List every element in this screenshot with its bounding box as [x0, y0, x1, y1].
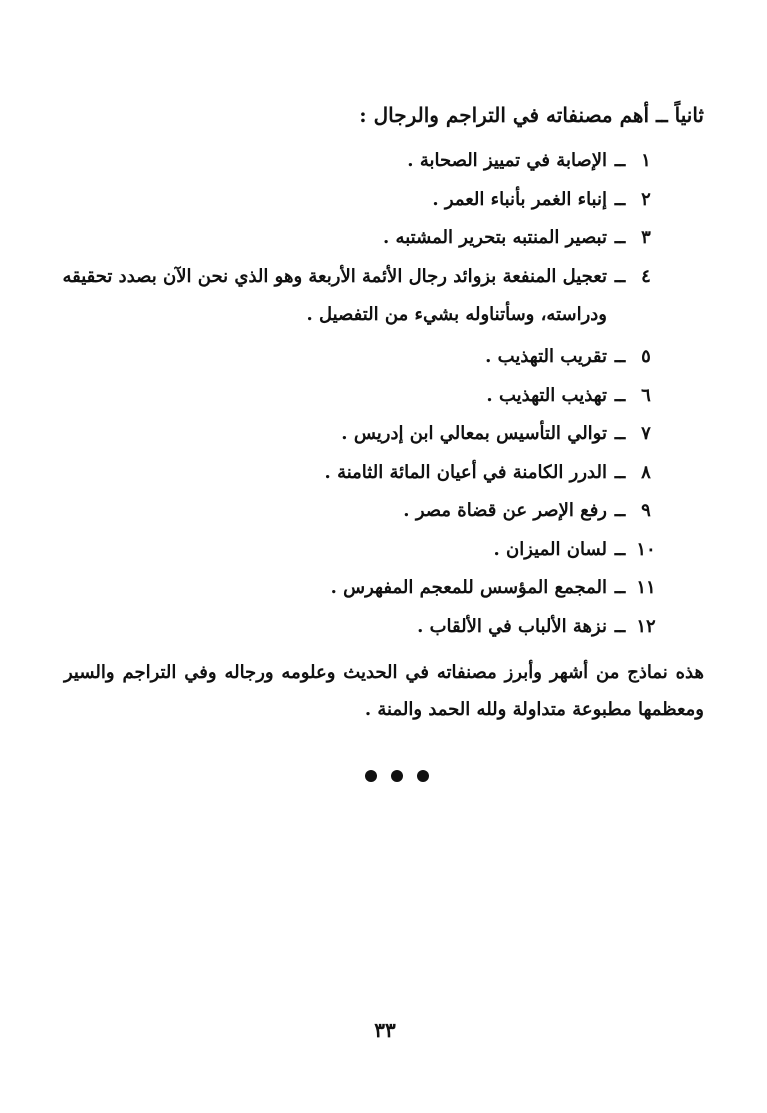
list-item: [59, 612, 659, 642]
works-list: [59, 146, 659, 650]
item-dash: ــ: [614, 423, 626, 444]
item-dash: ــ: [614, 615, 626, 637]
item-number: ٣: [641, 227, 651, 248]
item-number: ٥: [641, 346, 651, 367]
item-number: ١٠: [636, 538, 656, 560]
item-number: ٦: [641, 384, 651, 406]
list-item: [59, 535, 659, 565]
item-text: تبصير المنتبه بتحرير المشتبه .: [383, 227, 607, 248]
list-item: [59, 496, 659, 526]
item-dash: ــ: [614, 346, 626, 367]
item-text: تهذيب التهذيب .: [486, 384, 607, 406]
item-dash: ــ: [614, 461, 626, 483]
page-number: ٣٣: [374, 1018, 396, 1042]
item-dash: ــ: [614, 150, 626, 171]
item-dash: ــ: [614, 577, 626, 598]
separator-dot: [391, 770, 403, 782]
list-item: [59, 185, 659, 215]
list-item: [59, 419, 659, 449]
item-text: تعجيل المنفعة بزوائد رجال الأئمة الأربعة وهو الذي نحن الآن بصدد تحقيقه ودراسته، وسأتناوله بشيء من التفصيل .: [62, 265, 607, 325]
item-text: الإصابة في تمييز الصحابة .: [407, 150, 607, 171]
list-item: [59, 342, 659, 372]
item-dash: ــ: [614, 538, 626, 560]
item-dash: ــ: [614, 265, 626, 287]
list-item: [59, 458, 659, 488]
separator-dot: [365, 770, 377, 782]
item-number: ٨: [641, 461, 651, 483]
list-item: [59, 573, 659, 603]
item-text: تقريب التهذيب .: [485, 346, 607, 367]
list-item: [59, 146, 659, 176]
list-item: [59, 223, 659, 253]
item-text: المجمع المؤسس للمعجم المفهرس .: [330, 577, 607, 598]
item-text: توالي التأسيس بمعالي ابن إدريس .: [341, 423, 607, 444]
item-text: الدرر الكامنة في أعيان المائة الثامنة .: [324, 461, 607, 483]
item-number: ١٢: [636, 615, 656, 637]
item-text: إنباء الغمر بأنباء العمر .: [432, 188, 607, 210]
list-item: [59, 381, 659, 411]
summary-paragraph: هذه نماذج من أشهر وأبرز مصنفاته في الحديث وعلومه ورجاله وفي التراجم والسير ومعظمها مطبوعة متداولة ولله الحمد والمنة .: [64, 662, 704, 720]
item-text: لسان الميزان .: [493, 538, 607, 560]
item-text: رفع الإصر عن قضاة مصر .: [403, 500, 607, 521]
item-dash: ــ: [614, 384, 626, 406]
item-number: ٧: [641, 423, 651, 444]
item-number: ١: [641, 150, 651, 171]
item-dash: ــ: [614, 227, 626, 248]
item-number: ١١: [636, 577, 656, 598]
section-separator: [365, 768, 429, 784]
item-text: نزهة الألباب في الألقاب .: [417, 615, 607, 637]
item-number: ٤: [641, 265, 651, 287]
item-number: ٩: [641, 500, 651, 521]
section-heading: ثانياً ــ أهم مصنفاته في التراجم والرجال :: [359, 103, 704, 127]
item-dash: ــ: [614, 500, 626, 521]
item-dash: ــ: [614, 188, 626, 210]
item-number: ٢: [641, 188, 651, 210]
separator-dot: [417, 770, 429, 782]
list-item: [59, 262, 659, 334]
